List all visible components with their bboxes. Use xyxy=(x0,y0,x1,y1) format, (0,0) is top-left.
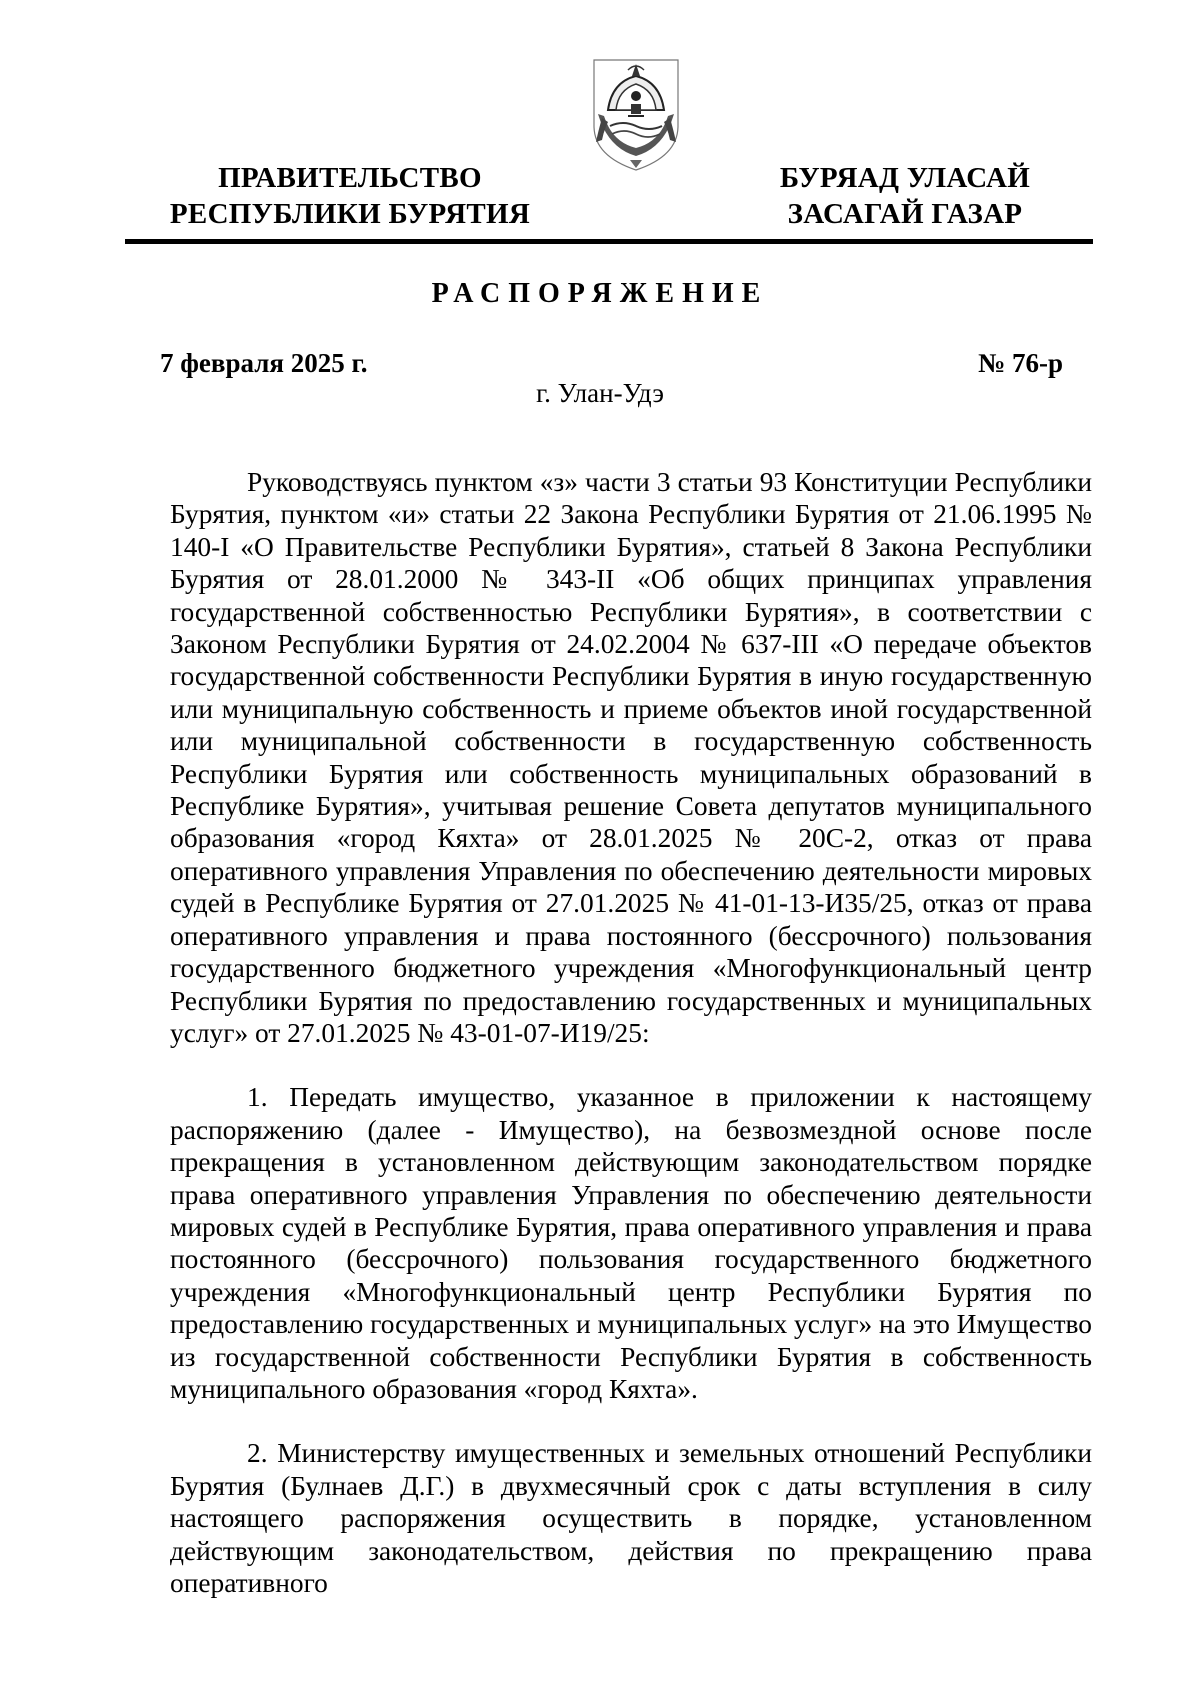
org-name-russian-line2: РЕСПУБЛИКИ БУРЯТИЯ xyxy=(169,198,531,230)
document-type-title: РАСПОРЯЖЕНИЕ xyxy=(431,278,769,309)
document-number: № 76-р xyxy=(978,348,1063,378)
preamble-paragraph: Руководствуясь пунктом «з» части 3 статьи 93 Конституции Республики Бурятия, пунктом «и» статьи 22 Закона Республики Бурятия от 21.06.1995 № 140-I «О Правительстве Республики Бурятия», статьей 8 Закона Республики Бурятия от 28.01.2000 № 343-II «Об общих принципах управления государственной собственностью Республики Бурятия», в соответствии с Законом Республики Бурятия от 24.02.2004 № 637-III «О передаче объектов государственной собственности Республики Бурятия в иную государственную или муниципальную собственность и приеме объектов иной государственной или муниципальной собственности в государственную собственность Республики Бурятия или собственность муниципальных образований в Республике Бурятия», учитывая решение Совета депутатов муниципального образования «город Кяхта» от 28.01.2025 № 20С-2, отказ от права оперативного управления Управления по обеспечению деятельности мировых судей в Республике Бурятия от 27.01.2025 № 41-01-13-И35/25, отказ от права оперативного управления и права постоянного (бессрочного) пользования государственного бюджетного учреждения «Многофункциональный центр Республики Бурятия по предоставлению государственных и муниципальных услуг» от 27.01.2025 № 43-01-07-И19/25: xyxy=(170,467,1092,1048)
org-name-russian xyxy=(160,160,540,232)
item-2-paragraph: 2. Министерству имущественных и земельных отношений Республики Бурятия (Булнаев Д.Г.) в двухмесячный срок с даты вступления в силу настоящего распоряжения осуществить в порядке, установленном действующим законодательством, действия по прекращению права оперативного xyxy=(170,1438,1092,1598)
header-divider xyxy=(125,239,1093,244)
org-name-buryat-line2: ЗАСАГАЙ ГАЗАР xyxy=(787,198,1023,230)
org-name-buryat-line1: БУРЯАД УЛАСАЙ xyxy=(779,162,1031,194)
org-name-russian-line1: ПРАВИТЕЛЬСТВО xyxy=(218,162,482,194)
org-name-buryat xyxy=(740,160,1070,232)
document-city: г. Улан-Удэ xyxy=(536,378,664,408)
buryatia-coat-of-arms-icon xyxy=(588,56,684,174)
document-body xyxy=(170,466,1092,1599)
item-1-paragraph: 1. Передать имущество, указанное в приложении к настоящему распоряжению (далее - Имущество), на безвозмездной основе после прекращения в установленном действующим законодательством порядке права оперативного управления Управления по обеспечению деятельности мировых судей в Республике Бурятия, права оперативного управления и права постоянного (бессрочного) пользования государственного бюджетного учреждения «Многофункциональный центр Республики Бурятия по предоставлению государственных и муниципальных услуг» на это Имущество из государственной собственности Республики Бурятия в собственность муниципального образования «город Кяхта». xyxy=(170,1082,1092,1404)
document-date: 7 февраля 2025 г. xyxy=(160,348,368,378)
